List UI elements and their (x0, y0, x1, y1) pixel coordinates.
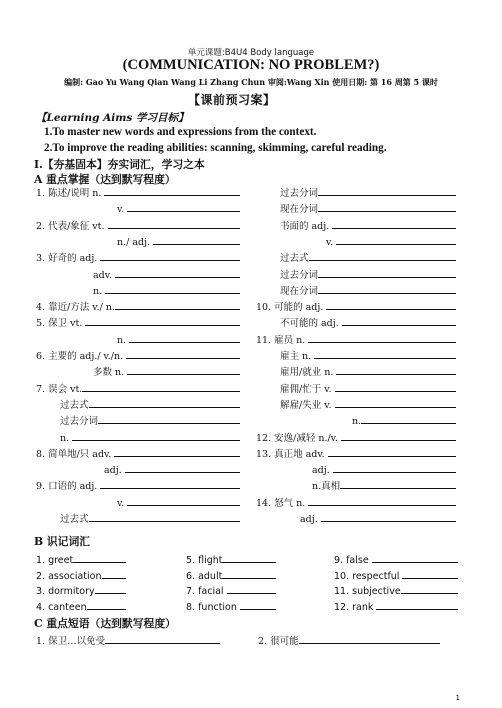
left-row-label: 过去式 (60, 399, 89, 411)
right-row-label: 过去分词 (280, 188, 319, 199)
left-row-label: 8. 简单地/只 adv. (36, 448, 115, 460)
vocab-blank[interactable] (402, 568, 458, 579)
learning-aim-2: 2.To improve the reading abilities: scanning, skimming, careful reading. (44, 142, 387, 154)
left-fill-row (117, 201, 240, 215)
answer-blank[interactable] (126, 348, 240, 359)
right-fill-row (312, 478, 456, 492)
answer-blank[interactable] (321, 511, 456, 522)
unit-topic: 单元课题:B4U4 Body language (187, 48, 315, 58)
vocab-item (186, 599, 276, 613)
vocab-word: 10. respectful (334, 570, 403, 582)
right-row-label: 书面的 adj. (280, 220, 333, 232)
left-row-label: v. (117, 497, 128, 509)
right-fill-row (280, 218, 456, 232)
right-row-label: 现在分词 (280, 204, 319, 216)
left-row-label: 过去分词 (60, 416, 99, 428)
phrase-item (258, 633, 440, 647)
answer-blank[interactable] (127, 201, 240, 212)
right-row-label: v. (326, 236, 337, 248)
left-fill-row (36, 250, 240, 264)
vocab-item (36, 583, 126, 597)
left-fill-row (60, 397, 240, 411)
answer-blank[interactable] (89, 511, 240, 522)
vocab-blank[interactable] (222, 552, 276, 563)
vocab-item (186, 552, 276, 566)
part-a-heading: A 重点掌握（达到默写程度） (34, 173, 176, 186)
left-row-label: 1. 陈述/说明 n. (36, 188, 105, 199)
right-row-label: 过去分词 (280, 269, 319, 281)
answer-blank[interactable] (336, 234, 456, 245)
section-title: 【课前预习案】 (188, 93, 276, 107)
vocab-blank[interactable] (222, 568, 276, 579)
left-row-label: 9. 口语的 adj. (36, 481, 101, 493)
phrase-label: 1. 保卫…以免受 (36, 636, 106, 647)
right-row-label: 12. 安逸/减轻 n./v. (256, 432, 341, 444)
answer-blank[interactable] (340, 478, 456, 489)
answer-blank[interactable] (336, 364, 456, 375)
right-row-label: n.真相 (312, 481, 341, 493)
answer-blank[interactable] (318, 267, 456, 278)
right-fill-row (280, 250, 456, 264)
left-fill-row (36, 185, 240, 199)
left-row-label: n. (93, 285, 106, 297)
answer-blank[interactable] (153, 234, 240, 245)
vocab-blank[interactable] (376, 599, 458, 610)
vocab-item (334, 583, 458, 597)
right-row-label: 11. 雇员 n. (256, 334, 309, 346)
left-row-label: v. (117, 204, 128, 216)
right-row-label: 13. 真正地 adv. (256, 448, 328, 460)
part-c-heading: C 重点短语（达到默写程度） (34, 617, 176, 630)
answer-blank[interactable] (115, 267, 240, 278)
answer-blank[interactable] (105, 283, 240, 294)
answer-blank[interactable] (82, 381, 240, 392)
right-fill-row (280, 201, 456, 215)
left-row-label: n. (60, 432, 73, 444)
answer-blank[interactable] (125, 462, 240, 473)
answer-blank[interactable] (72, 430, 240, 441)
right-fill-row (326, 234, 456, 248)
answer-blank[interactable] (318, 283, 456, 294)
left-row-label: 3. 好奇的 adj. (36, 253, 101, 265)
vocab-word: 7. facial (186, 586, 227, 597)
vocab-word: 12. rank (334, 601, 377, 613)
vocab-word: 5. flight (186, 555, 223, 566)
right-row-label: 雇佣/忙于 v. (280, 383, 335, 395)
learning-aims-label: 【Learning Aims 学习目标】 (36, 112, 189, 124)
vocab-word: 1. greet (36, 555, 74, 566)
answer-blank[interactable] (127, 364, 240, 375)
answer-blank[interactable] (98, 413, 240, 424)
vocab-word: 8. function (186, 601, 240, 613)
vocab-blank[interactable] (227, 583, 276, 594)
left-row-label: n. (117, 334, 130, 346)
left-row-label: 2. 代表/象征 vt. (36, 220, 108, 232)
answer-blank[interactable] (326, 299, 456, 310)
left-fill-row (36, 299, 240, 313)
vocab-blank[interactable] (102, 568, 127, 579)
answer-blank[interactable] (85, 315, 240, 326)
part-i-heading: I.【夯基固本】夯实词汇，学习之本 (34, 158, 205, 171)
right-row-label: 14. 怒气 n. (256, 497, 309, 509)
answer-blank[interactable] (335, 397, 457, 408)
answer-blank[interactable] (108, 218, 240, 229)
right-fill-row (280, 283, 456, 297)
left-fill-row (60, 413, 240, 427)
left-fill-row (36, 478, 240, 492)
vocab-word: 11. subjective (334, 586, 401, 597)
learning-aim-1: 1.To master new words and expressions from the context. (44, 126, 317, 138)
answer-blank[interactable] (129, 332, 240, 343)
right-fill-row (280, 364, 456, 378)
vocab-item (186, 583, 276, 597)
page-title: (COMMUNICATION: NO PROBLEM?) (122, 57, 380, 73)
right-fill-row (300, 511, 456, 525)
vocab-word: 9. false (334, 555, 372, 566)
answer-blank[interactable] (318, 185, 456, 196)
right-fill-row (280, 381, 456, 395)
phrase-item (36, 633, 220, 647)
answer-blank[interactable] (309, 250, 456, 261)
answer-blank[interactable] (332, 218, 456, 229)
right-fill-row (256, 299, 456, 313)
left-fill-row (36, 446, 240, 460)
page-number: 1 (455, 694, 460, 702)
vocab-item (334, 599, 458, 613)
answer-blank[interactable] (100, 478, 240, 489)
vocab-blank[interactable] (240, 599, 276, 610)
answer-blank[interactable] (335, 381, 457, 392)
vocab-item (36, 599, 126, 613)
vocab-word: 6. adult (186, 570, 223, 582)
vocab-blank[interactable] (73, 552, 126, 563)
left-row-label: adj. (104, 465, 125, 477)
left-fill-row (36, 315, 240, 329)
left-fill-row (36, 218, 240, 232)
right-row-label: n. (352, 416, 362, 428)
answer-blank[interactable] (328, 446, 456, 457)
vocab-item (36, 552, 126, 566)
right-fill-row (256, 446, 456, 460)
answer-blank[interactable] (100, 250, 240, 261)
right-fill-row (312, 462, 456, 476)
left-row-label: adv. (93, 269, 116, 281)
left-fill-row (93, 364, 240, 378)
right-row-label: 过去式 (280, 253, 309, 265)
answer-blank[interactable] (341, 430, 456, 441)
answer-blank[interactable] (89, 397, 240, 408)
vocab-blank[interactable] (401, 583, 458, 594)
answer-blank[interactable] (342, 315, 456, 326)
right-fill-row (280, 185, 456, 199)
vocab-word: 4. canteen (36, 601, 87, 613)
left-row-label: 5. 保卫 vt. (36, 318, 86, 330)
vocab-item (186, 568, 276, 582)
right-row-label: 雇主 n. (280, 351, 315, 362)
right-row-label: 现在分词 (280, 285, 319, 297)
right-fill-row (280, 267, 456, 281)
right-fill-row (280, 348, 456, 362)
right-row-label: 不可能的 adj. (280, 318, 342, 330)
answer-blank[interactable] (115, 299, 240, 310)
left-fill-row (117, 234, 240, 248)
right-fill-row (256, 430, 456, 444)
right-row-label: 雇用/就业 n. (280, 367, 337, 379)
answer-blank[interactable] (114, 446, 240, 457)
phrase-label: 2. 很可能 (258, 636, 299, 647)
right-row-label: adj. (312, 465, 333, 477)
answer-blank[interactable] (361, 413, 456, 424)
left-fill-row (117, 332, 240, 346)
right-fill-row (256, 332, 456, 346)
answer-blank[interactable] (318, 201, 456, 212)
right-row-label: 解雇/失业 v. (280, 399, 335, 411)
vocab-item (334, 552, 458, 566)
vocab-blank[interactable] (372, 552, 458, 563)
vocab-blank[interactable] (87, 599, 126, 610)
phrase-blank[interactable] (105, 633, 220, 644)
part-b-heading: B 识记词汇 (34, 535, 91, 548)
right-row-label: 10. 可能的 adj. (256, 302, 327, 314)
left-row-label: 7. 误会 vt. (36, 383, 83, 395)
right-fill-row (280, 397, 456, 411)
left-row-label: n./ adj. (117, 236, 154, 248)
left-fill-row (104, 462, 240, 476)
answer-blank[interactable] (127, 495, 240, 506)
left-row-label: 过去式 (60, 514, 89, 525)
compiler-line: 编制: Gao Yu Wang Qian Wang Li Zhang Chun 审阅:Wang Xin 使用日期: 第 16 周第 5 课时 (64, 77, 438, 87)
left-row-label: 4. 靠近/方法 v./ n. (36, 302, 115, 314)
left-fill-row (60, 430, 240, 444)
vocab-item (334, 568, 458, 582)
right-fill-row (256, 495, 456, 509)
left-fill-row (93, 283, 240, 297)
left-fill-row (117, 495, 240, 509)
answer-blank[interactable] (308, 332, 456, 343)
vocab-word: 2. association (36, 570, 102, 582)
vocab-item (36, 568, 126, 582)
left-fill-row (36, 381, 240, 395)
vocab-word: 3. dormitory (36, 586, 95, 597)
left-fill-row (36, 348, 240, 362)
answer-blank[interactable] (104, 185, 240, 196)
left-row-label: 多数 n. (93, 367, 128, 379)
vocab-blank[interactable] (95, 583, 126, 594)
right-fill-row (280, 315, 456, 329)
answer-blank[interactable] (314, 348, 456, 359)
right-fill-row (352, 413, 456, 427)
phrase-blank[interactable] (299, 633, 440, 644)
left-row-label: 6. 主要的 adj./ v./n. (36, 351, 127, 362)
left-fill-row (60, 511, 240, 525)
right-row-label: adj. (300, 514, 321, 525)
answer-blank[interactable] (333, 462, 456, 473)
left-fill-row (93, 267, 240, 281)
answer-blank[interactable] (308, 495, 456, 506)
